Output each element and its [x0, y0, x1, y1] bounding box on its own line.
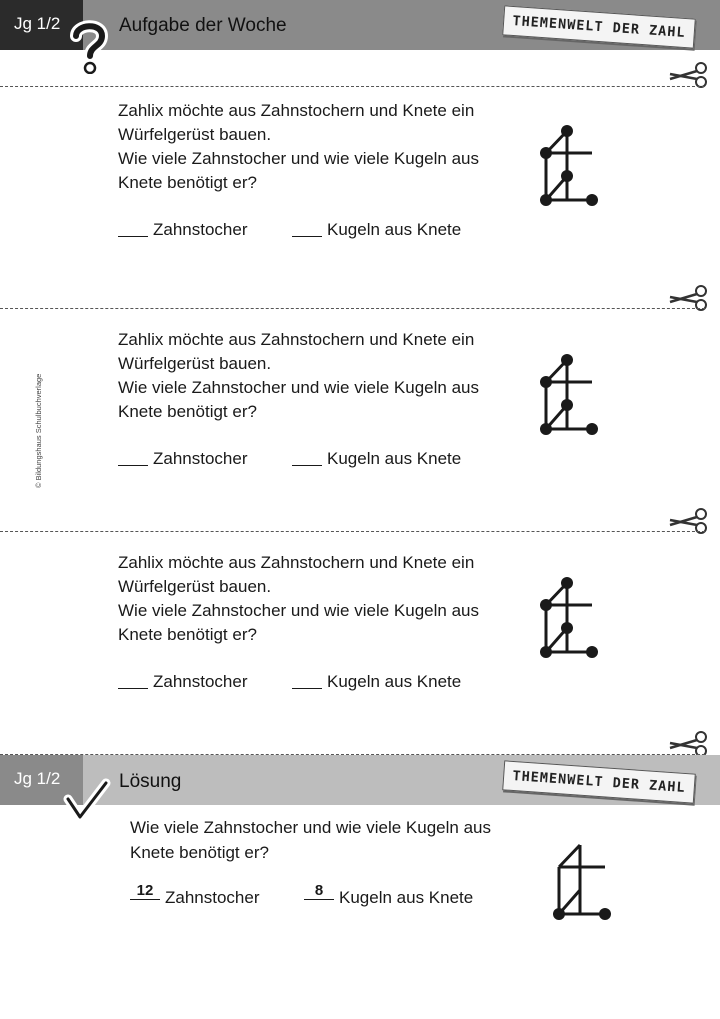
- task-card: [0, 328, 720, 548]
- answer-toothpicks: [118, 449, 248, 469]
- grade-label: Jg 1/2: [14, 14, 61, 33]
- answer-blank[interactable]: [292, 236, 322, 237]
- task-text: [118, 328, 518, 424]
- answer-label: Zahnstocher: [153, 672, 248, 691]
- answer-balls: [292, 220, 461, 240]
- task-card: [0, 551, 720, 771]
- task-line: Würfelgerüst bauen.: [118, 354, 272, 373]
- task-line: Würfelgerüst bauen.: [118, 577, 272, 596]
- answer-label: Kugeln aus Knete: [327, 672, 462, 691]
- answer-toothpicks: [118, 672, 248, 692]
- answer-blank[interactable]: [292, 465, 322, 466]
- question-mark-icon: [64, 18, 114, 74]
- solution-line: Wie viele Zahnstocher und wie viele Kugeln aus: [130, 818, 491, 837]
- answer-blank[interactable]: [292, 688, 322, 689]
- task-line: Zahlix möchte aus Zahnstochern und Knete ein: [118, 553, 475, 572]
- answer-label: Zahnstocher: [153, 220, 248, 239]
- task-line: Zahlix möchte aus Zahnstochern und Knete ein: [118, 101, 475, 120]
- task-line: Knete benötigt er?: [118, 625, 257, 644]
- cube-frame-icon: [535, 575, 605, 660]
- task-line: Wie viele Zahnstocher und wie viele Kugeln aus: [118, 149, 479, 168]
- cube-frame-icon: [535, 123, 605, 208]
- cut-line: [0, 86, 705, 87]
- brand-label: THEMENWELT DER ZAHL: [502, 5, 696, 48]
- solution-text: [130, 815, 550, 865]
- solution-title: Lösung: [119, 771, 182, 792]
- task-line: Würfelgerüst bauen.: [118, 125, 272, 144]
- task-line: Wie viele Zahnstocher und wie viele Kugeln aus: [118, 601, 479, 620]
- answer-toothpicks: [118, 220, 248, 240]
- task-line: Knete benötigt er?: [118, 402, 257, 421]
- task-text: [118, 99, 518, 195]
- answer-balls: [292, 672, 461, 692]
- checkmark-icon: [62, 775, 112, 825]
- task-line: Knete benötigt er?: [118, 173, 257, 192]
- answer-blank[interactable]: [118, 465, 148, 466]
- task-text: [118, 551, 518, 647]
- solution-line: Knete benötigt er?: [130, 843, 269, 862]
- grade-label: Jg 1/2: [14, 769, 61, 788]
- answer-label: Kugeln aus Knete: [327, 449, 462, 468]
- cut-line: [0, 531, 705, 532]
- cut-line: [0, 308, 705, 309]
- task-card: [0, 99, 720, 319]
- cut-line: [0, 754, 705, 755]
- answer-label: Kugeln aus Knete: [327, 220, 462, 239]
- solution-toothpicks: [130, 882, 260, 908]
- toothpicks-label: Zahnstocher: [165, 888, 260, 907]
- page-title: Aufgabe der Woche: [119, 15, 287, 36]
- answer-balls: [292, 449, 461, 469]
- answer-blank[interactable]: [118, 236, 148, 237]
- cube-frame-icon: [548, 837, 618, 922]
- task-line: Zahlix möchte aus Zahnstochern und Knete ein: [118, 330, 475, 349]
- brand-label: THEMENWELT DER ZAHL: [502, 760, 696, 803]
- answer-blank[interactable]: [118, 688, 148, 689]
- copyright-notice: © Bildungshaus Schulbuchverlage: [34, 373, 43, 488]
- cube-frame-icon: [535, 352, 605, 437]
- answer-label: Zahnstocher: [153, 449, 248, 468]
- toothpicks-value: 12: [130, 883, 160, 900]
- balls-label: Kugeln aus Knete: [339, 888, 474, 907]
- balls-value: 8: [304, 883, 334, 900]
- solution-balls: [304, 882, 474, 908]
- task-line: Wie viele Zahnstocher und wie viele Kugeln aus: [118, 378, 479, 397]
